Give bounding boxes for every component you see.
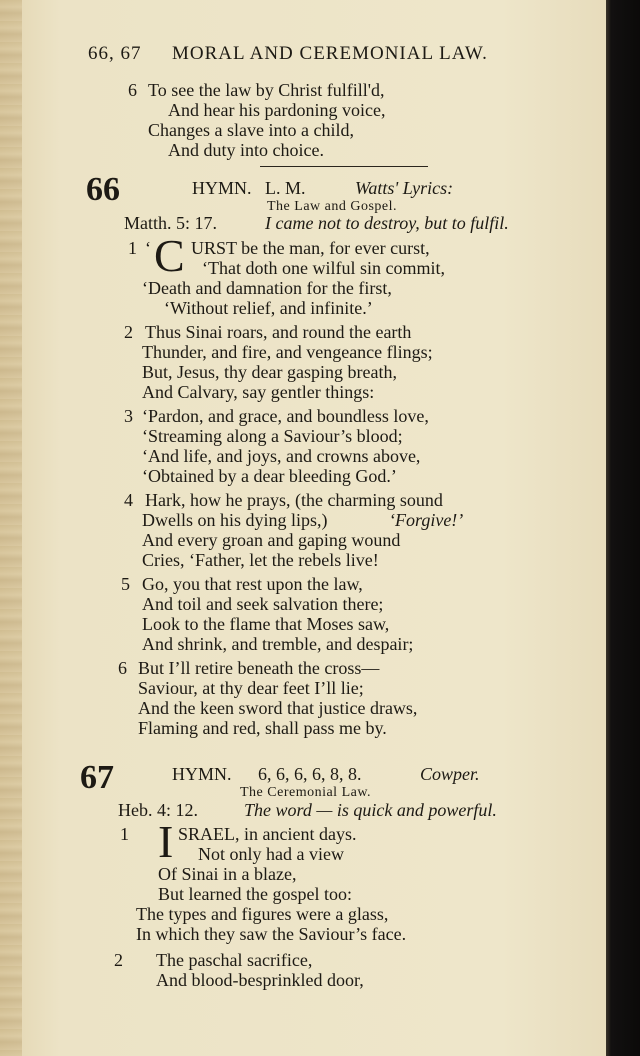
verse-line: Thunder, and fire, and vengeance flings;	[142, 342, 433, 362]
verse-number: 1	[120, 824, 129, 844]
verse-line: And Calvary, say gentler things:	[142, 382, 375, 402]
verse-line: To see the law by Christ fulfill'd,	[148, 80, 385, 100]
hymn-label: HYMN.	[172, 764, 232, 784]
verse-line: ‘Streaming along a Saviour’s blood;	[142, 426, 403, 446]
verse-line: Changes a slave into a child,	[148, 120, 354, 140]
scripture-text: The word — is quick and powerful.	[244, 800, 497, 820]
verse-line: ‘Obtained by a dear bleeding God.’	[142, 466, 397, 486]
verse-number: 1	[128, 238, 137, 258]
opening-quote: ‘	[145, 238, 151, 258]
page-numbers: 66, 67	[88, 43, 142, 64]
verse-line: ‘And life, and joys, and crowns above,	[142, 446, 421, 466]
verse-line: Dwells on his dying lips,)	[142, 510, 328, 530]
verse-number: 6	[118, 658, 127, 678]
verse-line: The types and figures were a glass,	[136, 904, 389, 924]
verse-line: Thus Sinai roars, and round the earth	[145, 322, 412, 342]
verse-line: And duty into choice.	[168, 140, 324, 160]
verse-line: ‘Death and damnation for the first,	[142, 278, 392, 298]
verse-line: Not only had a view	[198, 844, 344, 864]
verse-number: 5	[121, 574, 130, 594]
verse-line: Saviour, at thy dear feet I’ll lie;	[138, 678, 364, 698]
section-rule	[260, 166, 428, 167]
hymn-number: 67	[80, 759, 114, 796]
verse-line: And the keen sword that justice draws,	[138, 698, 418, 718]
verse-line: Of Sinai in a blaze,	[158, 864, 297, 884]
verse-line: But learned the gospel too:	[158, 884, 352, 904]
verse-line: Go, you that rest upon the law,	[142, 574, 363, 594]
verse-line: But I’ll retire beneath the cross—	[138, 658, 380, 678]
book-spine	[606, 0, 640, 1056]
verse-line: The paschal sacrifice,	[156, 950, 313, 970]
hymn-subtitle: The Ceremonial Law.	[240, 785, 372, 800]
hymn-meter: 6, 6, 6, 6, 8, 8.	[258, 764, 362, 784]
page-left-edge	[0, 0, 22, 1056]
verse-line: Flaming and red, shall pass me by.	[138, 718, 387, 738]
verse-number: 4	[124, 490, 133, 510]
verse-line: ‘That doth one wilful sin commit,	[202, 258, 445, 278]
drop-cap: C	[154, 230, 185, 281]
drop-cap: I	[158, 816, 174, 867]
verse-line: Cries, ‘Father, let the rebels live!	[142, 550, 379, 570]
verse-line: And toil and seek salvation there;	[142, 594, 384, 614]
scripture-reference: Heb. 4: 12.	[118, 800, 198, 820]
verse-line: Hark, how he prays, (the charming sound	[145, 490, 443, 510]
verse-line: But, Jesus, thy dear gasping breath,	[142, 362, 397, 382]
verse-line: Look to the flame that Moses saw,	[142, 614, 390, 634]
verse-number: 2	[124, 322, 133, 342]
verse-line: SRAEL, in ancient days.	[178, 824, 357, 844]
verse-line: ‘Without relief, and infinite.’	[164, 298, 373, 318]
verse-line: And blood-besprinkled door,	[156, 970, 364, 990]
verse-number: 6	[128, 80, 137, 100]
verse-line: And hear his pardoning voice,	[168, 100, 386, 120]
hymn-number: 66	[86, 171, 120, 208]
page-title: MORAL AND CEREMONIAL LAW.	[172, 43, 488, 64]
verse-line: ‘Pardon, and grace, and boundless love,	[142, 406, 429, 426]
verse-line: In which they saw the Saviour’s face.	[136, 924, 407, 944]
hymn-source: Cowper.	[420, 764, 480, 784]
verse-line-italic: ‘Forgive!’	[389, 510, 464, 530]
hymn-source: Watts' Lyrics:	[355, 178, 454, 198]
hymn-subtitle: The Law and Gospel.	[267, 199, 398, 214]
verse-number: 2	[114, 950, 123, 970]
scripture-text: I came not to destroy, but to fulfil.	[265, 213, 509, 233]
scripture-reference: Matth. 5: 17.	[124, 213, 217, 233]
verse-line: URST be the man, for ever curst,	[191, 238, 430, 258]
hymn-label: HYMN.	[192, 178, 252, 198]
verse-number: 3	[124, 406, 133, 426]
verse-line: And shrink, and tremble, and despair;	[142, 634, 414, 654]
hymn-meter: L. M.	[265, 178, 306, 198]
verse-line: And every groan and gaping wound	[142, 530, 401, 550]
